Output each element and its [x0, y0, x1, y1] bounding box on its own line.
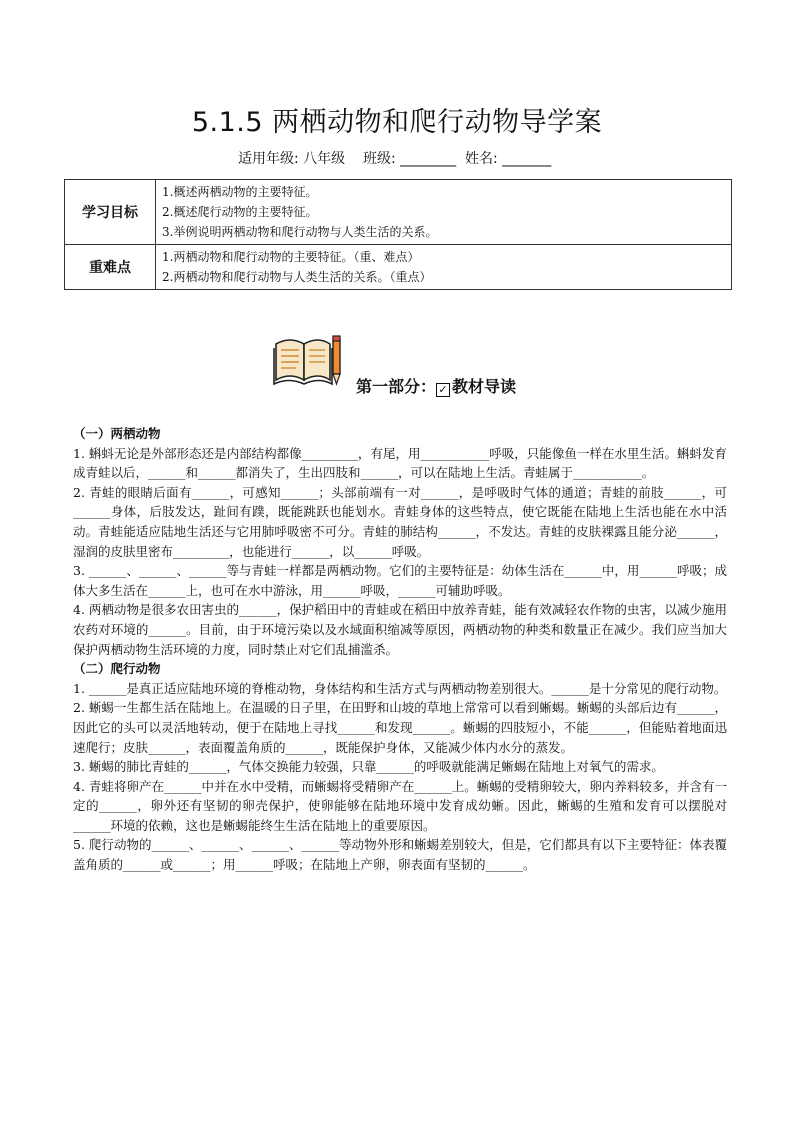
part-one-prefix: 第一部分：: [356, 377, 437, 396]
grade-class-name-line: 适用年级: 八年级 班级: ________ 姓名: _______: [238, 151, 552, 167]
objectives-content: [156, 180, 732, 245]
objective-line: 2.概述爬行动物的主要特征。: [162, 205, 318, 219]
keypoints-label: 重难点: [65, 245, 156, 290]
paragraph: 3. 蜥蜴的肺比青蛙的______，气体交换能力较强，只靠______的呼吸就能满足蜥蜴在陆地上对氧气的需求。: [73, 759, 664, 775]
part-one-label: 教材导读: [452, 377, 517, 396]
paragraph: 1. 蝌蚪无论是外部形态还是内部结构都像_________，有尾，用___________呼吸，只能像鱼一样在水里生活。蝌蚪发育成青蛙以后，______和______都消失了，生出四肢和______，可以在陆地上生活。青蛙属于___________。: [73, 445, 727, 481]
paragraph: 2. 蜥蜴一生都生活在陆地上。在温暖的日子里，在田野和山坡的草地上常常可以看到蜥蜴。蜥蜴的头部后边有______，因此它的头可以灵活地转动，便于在陆地上寻找______和发现______。蜥蜴的四肢短小，不能______，但能贴着地面迅速爬行；皮肤______，表面覆盖角质的______，既能保护身体，又能减少体内水分的蒸发。: [73, 700, 727, 755]
paragraph: 3. ______、______、______等与青蛙一样都是两栖动物。它们的主要特征是：幼体生活在______中，用______呼吸；成体大多生活在______上，也可在水中游泳，用______呼吸，______可辅助呼吸。: [73, 563, 727, 598]
keypoints-content: [156, 245, 732, 290]
paragraph: 4. 青蛙将卵产在______中并在水中受精，而蜥蜴将受精卵产在______上。蜥蜴的受精卵较大，卵内养料较多，并含有一定的______，卵外还有坚韧的卵壳保护，使卵能够在陆地环境中发育成幼蜥。因此，蜥蜴的生殖和发育可以摆脱对______环境的依赖，这也是蜥蜴能终生生活在陆地上的重要原因。: [73, 778, 727, 833]
reading-content: [73, 424, 727, 875]
objective-line: 3.举例说明两栖动物和爬行动物与人类生活的关系。: [162, 225, 438, 239]
objectives-row: [65, 180, 732, 245]
section-heading-amphibians: （一）两栖动物: [73, 426, 161, 441]
keypoint-line: 1.两栖动物和爬行动物的主要特征。（重、难点）: [162, 250, 420, 264]
section-heading-reptiles: （二）爬行动物: [73, 661, 161, 677]
objective-line: 1.概述两栖动物的主要特征。: [162, 185, 318, 199]
paragraph: 1. ______是真正适应陆地环境的脊椎动物，身体结构和生活方式与两栖动物差别很大。______是十分常见的爬行动物。: [73, 680, 727, 696]
paragraph: 4. 两栖动物是很多农田害虫的______，保护稻田中的青蛙或在稻田中放养青蛙，能有效减轻农作物的虫害，以减少施用农药对环境的______。目前，由于环境污染以及水域面积缩减等原因，两栖动物的种类和数量正在减少。我们应当加大保护两栖动物生活环境的力度，同时禁止对它们乱捕滥杀。: [73, 602, 727, 657]
keypoints-row: [65, 245, 732, 290]
checkbox-icon: ✓: [436, 383, 450, 397]
part-one-heading: [356, 374, 516, 397]
keypoint-line: 2.两栖动物和爬行动物与人类生活的关系。（重点）: [162, 270, 432, 284]
page-title: 5.1.5 两栖动物和爬行动物导学案: [191, 107, 603, 138]
paragraph: 2. 青蛙的眼睛后面有______，可感知______；头部前端有一对______，是呼吸时气体的通道；青蛙的前肢______，可______身体，后肢发达，趾间有蹼，既能跳跃也能划水。青蛙身体的这些特点，使它既能在陆地上生活也能在水中活动。青蛙能适应陆地生活还与它用肺呼吸密不可分。青蛙的肺结构______，不发达。青蛙的皮肤裸露且能分泌______，湿润的皮肤里密布_________，也能进行______，以______呼吸。: [73, 484, 727, 559]
objectives-table: [64, 179, 732, 290]
book-pencil-icon: [272, 330, 342, 390]
paragraph: 5. 爬行动物的______、______、______、______等动物外形和蜥蜴差别较大，但是，它们都具有以下主要特征：体表覆盖角质的______或______；用______呼吸；在陆地上产卵，卵表面有坚韧的______。: [73, 837, 727, 873]
objectives-label: 学习目标: [65, 180, 156, 245]
